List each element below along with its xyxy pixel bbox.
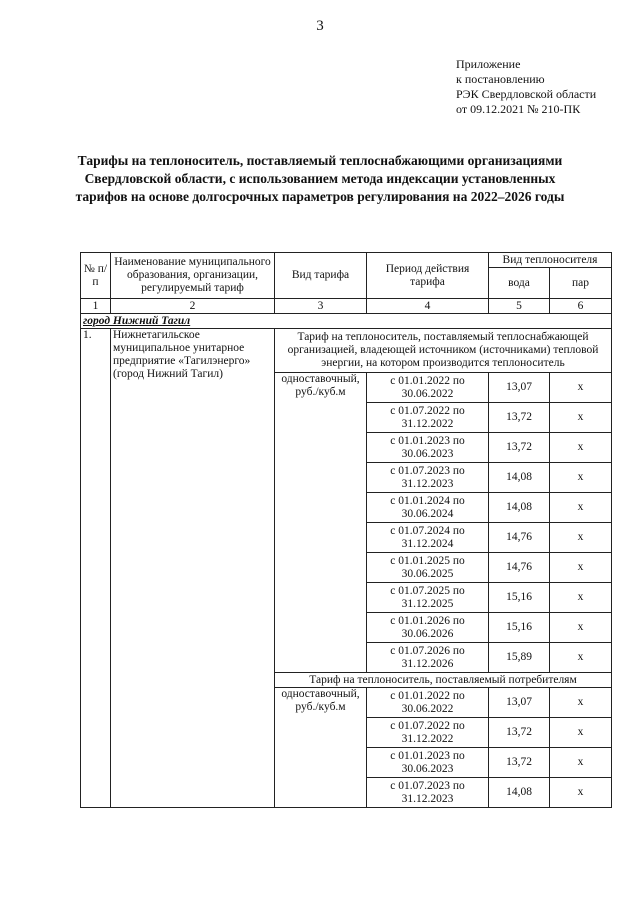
header-tariff-type: Вид тарифа: [275, 253, 367, 299]
tariff-period: с 01.07.2024 по 31.12.2024: [367, 523, 489, 553]
col-number: 4: [367, 299, 489, 314]
water-value: 15,16: [489, 583, 550, 613]
org-number: 1.: [81, 329, 111, 808]
appendix-line: от 09.12.2021 № 210-ПК: [456, 102, 581, 116]
water-value: 13,72: [489, 433, 550, 463]
water-value: 14,08: [489, 778, 550, 808]
steam-value: х: [550, 613, 612, 643]
steam-value: х: [550, 718, 612, 748]
header-name: Наименование муниципального образования, организации, регулируемый тариф: [111, 253, 275, 299]
water-value: 13,07: [489, 688, 550, 718]
steam-value: х: [550, 433, 612, 463]
water-value: 14,08: [489, 463, 550, 493]
steam-value: х: [550, 373, 612, 403]
tariff-description: Тариф на теплоноситель, поставляемый потребителям: [275, 673, 612, 688]
tariff-period: с 01.07.2026 по 31.12.2026: [367, 643, 489, 673]
header-num: № п/п: [81, 253, 111, 299]
col-number: 3: [275, 299, 367, 314]
tariff-period: с 01.01.2024 по 30.06.2024: [367, 493, 489, 523]
water-value: 14,08: [489, 493, 550, 523]
steam-value: х: [550, 553, 612, 583]
tariff-period: с 01.01.2025 по 30.06.2025: [367, 553, 489, 583]
tariff-period: с 01.01.2022 по 30.06.2022: [367, 373, 489, 403]
column-number-row: [81, 299, 612, 314]
tariff-type: одноставочный, руб./куб.м: [275, 373, 367, 673]
steam-value: х: [550, 748, 612, 778]
water-value: 15,16: [489, 613, 550, 643]
water-value: 13,72: [489, 403, 550, 433]
tariff-period: с 01.01.2026 по 30.06.2026: [367, 613, 489, 643]
document-title: Тарифы на теплоноситель, поставляемый теплоснабжающими организациями Свердловской области, с использованием метода индексации установленных тарифов на основе долгосрочных параметров регулирования на 2022–2026 годы: [75, 153, 565, 204]
steam-value: х: [550, 688, 612, 718]
tariff-table: [80, 252, 612, 808]
tariff-period: с 01.01.2023 по 30.06.2023: [367, 748, 489, 778]
org-name: Нижнетагильское муниципальное унитарное предприятие «Тагилэнерго» (город Нижний Тагил): [111, 329, 275, 808]
water-value: 13,72: [489, 718, 550, 748]
water-value: 15,89: [489, 643, 550, 673]
header-row: [81, 253, 612, 268]
tariff-period: с 01.07.2023 по 31.12.2023: [367, 463, 489, 493]
tariff-period: с 01.07.2022 по 31.12.2022: [367, 718, 489, 748]
col-number: 6: [550, 299, 612, 314]
steam-value: х: [550, 778, 612, 808]
tariff-period: с 01.07.2025 по 31.12.2025: [367, 583, 489, 613]
city-row: [81, 314, 612, 329]
col-number: 5: [489, 299, 550, 314]
steam-value: х: [550, 403, 612, 433]
tariff-description-row: [81, 329, 612, 373]
water-value: 13,72: [489, 748, 550, 778]
tariff-description: Тариф на теплоноситель, поставляемый теплоснабжающей организацией, владеющей источником (источниками) тепловой энергии, на котором производится теплоноситель: [275, 329, 612, 373]
steam-value: х: [550, 523, 612, 553]
appendix-block: [456, 57, 596, 117]
steam-value: х: [550, 583, 612, 613]
tariff-period: с 01.07.2023 по 31.12.2023: [367, 778, 489, 808]
appendix-line: РЭК Свердловской области: [456, 87, 597, 101]
water-value: 13,07: [489, 373, 550, 403]
steam-value: х: [550, 463, 612, 493]
header-steam: пар: [550, 268, 612, 299]
col-number: 1: [81, 299, 111, 314]
header-water: вода: [489, 268, 550, 299]
steam-value: х: [550, 493, 612, 523]
steam-value: х: [550, 643, 612, 673]
col-number: 2: [111, 299, 275, 314]
city-name: город Нижний Тагил: [81, 314, 612, 329]
tariff-period: с 01.01.2023 по 30.06.2023: [367, 433, 489, 463]
water-value: 14,76: [489, 523, 550, 553]
tariff-period: с 01.01.2022 по 30.06.2022: [367, 688, 489, 718]
water-value: 14,76: [489, 553, 550, 583]
appendix-line: к постановлению: [456, 72, 545, 86]
header-period: Период действия тарифа: [367, 253, 489, 299]
header-carrier: Вид теплоносителя: [489, 253, 612, 268]
tariff-type: одноставочный, руб./куб.м: [275, 688, 367, 808]
appendix-line: Приложение: [456, 57, 521, 71]
tariff-period: с 01.07.2022 по 31.12.2022: [367, 403, 489, 433]
page-number: 3: [316, 18, 324, 34]
